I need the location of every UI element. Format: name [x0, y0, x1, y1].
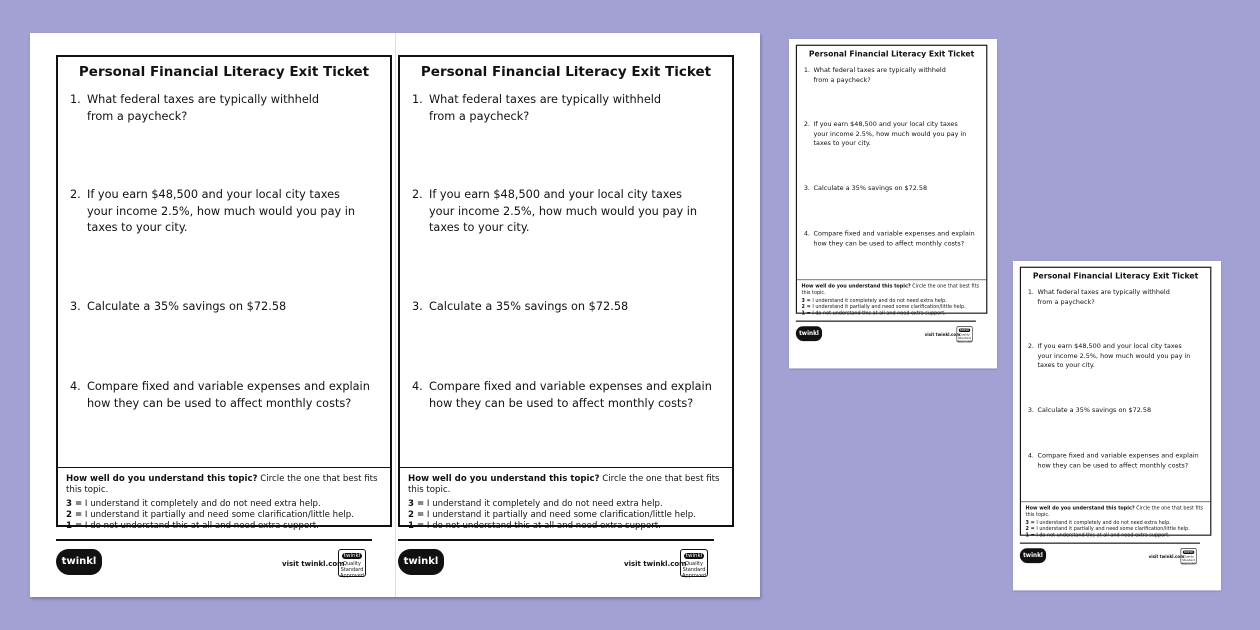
question-number: 1.	[803, 66, 810, 74]
level-text: I do not understand this at all and need extra support.	[426, 521, 661, 531]
visit-link: visit twinkl.com	[624, 560, 687, 568]
question-number: 3.	[1027, 406, 1034, 414]
rating-level-1	[408, 521, 732, 532]
footer-divider	[1020, 543, 1200, 544]
question-number: 3.	[412, 300, 423, 313]
level-text: I understand it completely and do not need extra help.	[812, 297, 947, 304]
question-2	[70, 187, 370, 237]
question-text: Calculate a 35% savings on $72.58	[87, 300, 287, 313]
rating-instruction: Circle the one that best fits this topic.	[66, 474, 378, 495]
question-1	[70, 92, 370, 125]
rating-prompt: How well do you understand this topic?	[1025, 505, 1135, 512]
self-assessment	[400, 467, 732, 532]
rating-level-1	[802, 310, 987, 316]
question-number: 2.	[412, 188, 423, 201]
footer-divider	[398, 539, 714, 541]
ticket-box	[796, 45, 988, 317]
rating-level-1	[66, 521, 390, 532]
ticket-title: Personal Financial Literacy Exit Ticket	[78, 64, 370, 80]
badge-logo: twinkl	[685, 553, 703, 559]
rating-prompt: How well do you understand this topic?	[408, 474, 600, 484]
exit-ticket	[1020, 267, 1212, 578]
visit-link: visit twinkl.com	[282, 560, 345, 568]
self-assessment	[1021, 502, 1210, 539]
level-text: I understand it partially and need some clarification/little help.	[812, 304, 966, 310]
ticket-title: Personal Financial Literacy Exit Ticket	[420, 64, 712, 80]
question-text: If you earn $48,500 and your local city taxes your income 2.5%, how much would you pay in taxes to your city.	[813, 120, 967, 147]
question-text: If you earn $48,500 and your local city taxes your income 2.5%, how much would you pay in taxes to your city.	[429, 188, 698, 234]
question-4	[70, 379, 370, 412]
level-text: I understand it completely and do not need extra help.	[84, 499, 321, 509]
exit-ticket	[398, 55, 734, 600]
question-1	[804, 66, 975, 85]
question-2	[1028, 342, 1199, 370]
badge-logo: twinkl	[343, 553, 361, 559]
level-text: I understand it completely and do not need extra help.	[426, 499, 663, 509]
question-number: 4.	[1027, 451, 1034, 460]
question-number: 3.	[70, 300, 81, 313]
question-text: Calculate a 35% savings on $72.58	[1037, 406, 1152, 414]
ticket-box	[398, 55, 734, 531]
question-number: 4.	[412, 380, 423, 393]
question-4	[804, 229, 975, 248]
level-num: 3 =	[1025, 519, 1035, 526]
question-text: Calculate a 35% savings on $72.58	[429, 300, 629, 313]
question-text: Compare fixed and variable expenses and explain how they can be used to affect monthly costs?	[1037, 451, 1199, 469]
quality-badge-icon	[338, 549, 366, 577]
question-text: What federal taxes are typically withheld from a paycheck?	[87, 93, 320, 123]
level-text: I understand it completely and do not need extra help.	[1036, 519, 1171, 526]
question-text: Compare fixed and variable expenses and explain how they can be used to affect monthly costs?	[87, 380, 370, 410]
question-4	[1028, 451, 1199, 470]
question-3	[804, 184, 975, 193]
rating-instruction: Circle the one that best fits this topic.	[1025, 505, 1204, 518]
badge-logo: twinkl	[959, 328, 970, 332]
question-text: Calculate a 35% savings on $72.58	[813, 184, 928, 192]
exit-ticket	[56, 55, 392, 600]
self-assessment	[58, 467, 390, 532]
twinkl-logo: twinkl	[398, 549, 444, 575]
exit-ticket	[796, 45, 988, 356]
level-num: 3 =	[408, 499, 425, 509]
question-text: Compare fixed and variable expenses and explain how they can be used to affect monthly costs?	[429, 380, 712, 410]
question-number: 4.	[70, 380, 81, 393]
quality-badge-icon	[957, 326, 973, 342]
question-number: 1.	[1027, 288, 1034, 296]
rating-instruction: Circle the one that best fits this topic.	[801, 283, 980, 296]
visit-link: visit twinkl.com	[1148, 554, 1185, 560]
level-num: 1 =	[66, 521, 83, 531]
level-text: I understand it partially and need some clarification/little help.	[426, 510, 696, 520]
rating-level-3	[408, 499, 732, 510]
question-number: 2.	[1027, 342, 1034, 350]
question-4	[412, 379, 712, 412]
question-3	[1028, 406, 1199, 415]
question-number: 2.	[70, 188, 81, 201]
twinkl-logo: twinkl	[1020, 548, 1046, 563]
level-num: 2 =	[66, 510, 83, 520]
question-3	[412, 299, 712, 316]
preview-sheet-1	[789, 39, 997, 368]
ticket-title: Personal Financial Literacy Exit Ticket	[1032, 271, 1199, 281]
page-divider	[395, 33, 396, 597]
level-text: I do not understand this at all and need extra support.	[1036, 532, 1170, 539]
question-text: If you earn $48,500 and your local city taxes your income 2.5%, how much would you pay in taxes to your city.	[1037, 342, 1191, 369]
question-3	[70, 299, 370, 316]
badge-logo: twinkl	[1183, 550, 1194, 554]
question-number: 1.	[412, 93, 423, 106]
level-num: 2 =	[801, 304, 811, 310]
rating-prompt: How well do you understand this topic?	[66, 474, 258, 484]
rating-level-3	[66, 499, 390, 510]
level-num: 3 =	[66, 499, 83, 509]
question-2	[412, 187, 712, 237]
footer-divider	[796, 321, 976, 322]
question-number: 3.	[803, 184, 810, 192]
question-number: 1.	[70, 93, 81, 106]
ticket-title: Personal Financial Literacy Exit Ticket	[808, 49, 975, 59]
level-num: 2 =	[1025, 526, 1035, 532]
two-up-sheet	[30, 33, 760, 597]
level-num: 3 =	[801, 297, 811, 304]
level-num: 1 =	[801, 310, 811, 317]
question-1	[412, 92, 712, 125]
self-assessment	[797, 280, 986, 317]
level-num: 2 =	[408, 510, 425, 520]
rating-instruction: Circle the one that best fits this topic.	[408, 474, 720, 495]
quality-badge-icon	[1181, 548, 1197, 564]
badge-text: Quality Standard Approved	[340, 561, 364, 579]
question-2	[804, 120, 975, 148]
badge-text: Quality Standard Approved	[682, 561, 706, 579]
twinkl-logo: twinkl	[796, 326, 822, 341]
twinkl-logo: twinkl	[56, 549, 102, 575]
level-text: I do not understand this at all and need extra support.	[812, 310, 946, 317]
quality-badge-icon	[680, 549, 708, 577]
badge-text: Quality Standard Approved	[957, 333, 972, 344]
rating-level-2	[408, 510, 732, 521]
question-text: What federal taxes are typically withheld from a paycheck?	[429, 93, 662, 123]
visit-link: visit twinkl.com	[924, 332, 961, 338]
question-number: 2.	[803, 120, 810, 128]
question-text: Compare fixed and variable expenses and explain how they can be used to affect monthly costs?	[813, 229, 975, 247]
question-text: What federal taxes are typically withheld from a paycheck?	[1037, 288, 1170, 306]
question-text: If you earn $48,500 and your local city taxes your income 2.5%, how much would you pay in taxes to your city.	[87, 188, 356, 234]
level-text: I understand it partially and need some clarification/little help.	[84, 510, 354, 520]
rating-level-1	[1026, 532, 1211, 538]
preview-sheet-2	[1013, 261, 1221, 590]
rating-level-2	[66, 510, 390, 521]
badge-text: Quality Standard Approved	[1181, 555, 1196, 566]
level-num: 1 =	[408, 521, 425, 531]
level-text: I do not understand this at all and need extra support.	[84, 521, 319, 531]
ticket-box	[56, 55, 392, 531]
question-text: What federal taxes are typically withheld from a paycheck?	[813, 66, 946, 84]
ticket-box	[1020, 267, 1212, 539]
question-number: 4.	[803, 229, 810, 238]
rating-prompt: How well do you understand this topic?	[801, 283, 911, 290]
level-num: 1 =	[1025, 532, 1035, 539]
footer-divider	[56, 539, 372, 541]
level-text: I understand it partially and need some clarification/little help.	[1036, 526, 1190, 532]
question-1	[1028, 288, 1199, 307]
